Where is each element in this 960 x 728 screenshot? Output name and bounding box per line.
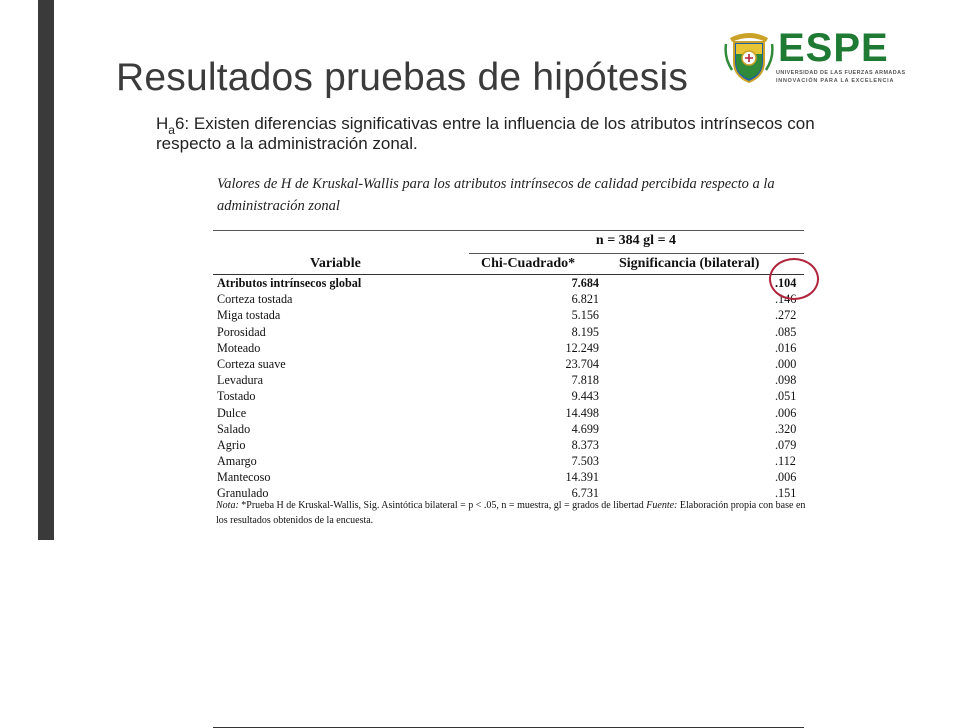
cell-variable: Dulce	[217, 405, 247, 420]
university-emblem-icon	[724, 28, 774, 84]
cell-significance: .079	[775, 437, 797, 452]
table-row	[213, 372, 804, 388]
source-text: Elaboración propia con base en los resultados obtenidos de la encuesta.	[216, 500, 806, 526]
table-row	[213, 421, 804, 437]
hypothesis-text	[156, 114, 816, 154]
cell-chi: 7.684	[571, 276, 599, 290]
table-row	[213, 340, 804, 356]
cell-variable: Moteado	[217, 340, 261, 355]
cell-chi: 7.503	[571, 454, 599, 469]
cell-significance: .098	[775, 373, 797, 388]
cell-significance: .000	[775, 356, 797, 371]
highlight-circle	[769, 258, 819, 300]
cell-chi: 7.818	[571, 373, 599, 388]
column-header-variable: Variable	[310, 256, 361, 271]
table-body	[213, 275, 804, 502]
slide-title: Resultados pruebas de hipótesis	[116, 56, 689, 99]
note-label: Nota:	[216, 500, 239, 511]
table-note	[216, 499, 816, 528]
cell-variable: Corteza tostada	[217, 292, 293, 307]
cell-significance: .151	[775, 486, 797, 501]
cell-variable: Granulado	[217, 486, 269, 501]
cell-chi: 8.195	[571, 324, 599, 339]
cell-variable: Corteza suave	[217, 356, 286, 371]
espe-logo	[724, 28, 916, 84]
cell-variable: Tostado	[217, 389, 256, 404]
cell-significance: .085	[775, 324, 797, 339]
cell-significance: .146	[775, 292, 797, 307]
note-text: *Prueba H de Kruskal-Wallis, Sig. Asintótica bilateral = p < .05, n = muestra, gl = grados de libertad	[238, 500, 647, 511]
logo-university-name: UNIVERSIDAD DE LAS FUERZAS ARMADAS	[776, 70, 906, 76]
table-row	[213, 275, 804, 291]
cell-variable: Atributos intrínsecos global	[217, 276, 362, 290]
cell-significance: .016	[775, 340, 797, 355]
cell-chi: 23.704	[565, 356, 599, 371]
cell-chi: 6.731	[571, 486, 599, 501]
table-row	[213, 356, 804, 372]
cell-chi: 8.373	[571, 437, 599, 452]
cell-variable: Mantecoso	[217, 470, 271, 485]
logo-tagline: INNOVACIÓN PARA LA EXCELENCIA	[776, 78, 895, 84]
cell-chi: 5.156	[571, 308, 599, 323]
cell-significance: .051	[775, 389, 797, 404]
cell-chi: 14.391	[565, 470, 599, 485]
cell-significance: .112	[775, 454, 796, 469]
cell-chi: 4.699	[571, 421, 599, 436]
cell-variable: Agrio	[217, 437, 246, 452]
table-row	[213, 437, 804, 453]
table-title: Valores de H de Kruskal-Wallis para los atributos intrínsecos de calidad percibida respecto a la administración zonal	[217, 176, 775, 214]
logo-wordmark: ESPE	[778, 26, 889, 70]
cell-significance: .272	[775, 308, 797, 323]
cell-variable: Amargo	[217, 454, 257, 469]
table-row	[213, 388, 804, 404]
cell-significance: .006	[775, 470, 797, 485]
cell-variable: Levadura	[217, 373, 264, 388]
cell-chi: 9.443	[571, 389, 599, 404]
table-group-header: n = 384 gl = 4	[595, 233, 677, 248]
cell-chi: 12.249	[565, 340, 599, 355]
table-row	[213, 469, 804, 485]
cell-variable: Salado	[217, 421, 251, 436]
table-group-rule	[469, 253, 804, 254]
table-row	[213, 453, 804, 469]
source-label: Fuente:	[646, 500, 678, 511]
cell-significance: .320	[775, 421, 797, 436]
cell-significance: .104	[775, 276, 797, 290]
cell-variable: Porosidad	[217, 324, 266, 339]
table-row	[213, 405, 804, 421]
table-top-rule	[213, 230, 804, 231]
cell-chi: 14.498	[565, 405, 599, 420]
hypothesis-statement: 6: Existen diferencias significativas entre la influencia de los atributos intrínsecos con respecto a la administración zonal.	[156, 114, 815, 153]
table-row	[213, 324, 804, 340]
column-header-significance: Significancia (bilateral)	[619, 256, 760, 271]
table-row	[213, 291, 804, 307]
hypothesis-subscript: a	[168, 123, 175, 137]
cell-significance: .006	[775, 405, 797, 420]
table-row	[213, 307, 804, 323]
hypothesis-prefix: H	[156, 114, 169, 133]
cell-variable: Miga tostada	[217, 308, 281, 323]
left-accent-bar	[38, 0, 54, 540]
column-header-chi: Chi-Cuadrado*	[481, 256, 576, 271]
cell-chi: 6.821	[571, 292, 599, 307]
